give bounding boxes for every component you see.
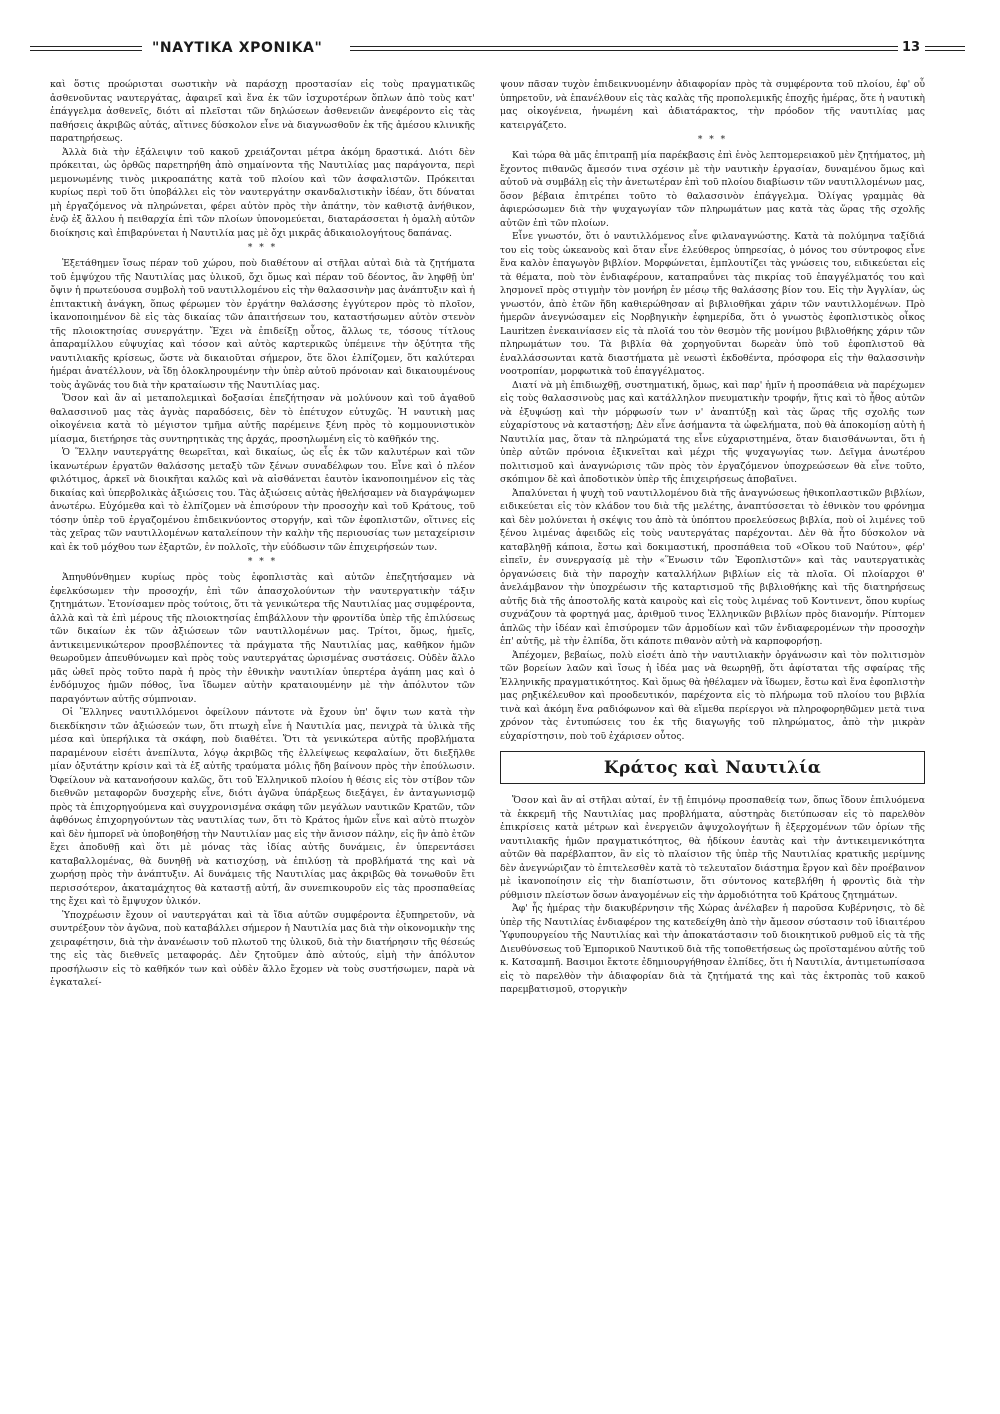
paragraph: καὶ ὅστις προώρισται σωστικὴν νὰ παράσχῃ προστασίαν εἰς τοὺς πραγματικῶς ἀσθενοῦντας ναυτεργάτας, ἀφαιρεῖ καὶ ἕνα ἐκ τῶν ἰσχυροτέρων ὅπλων ἀπὸ τοὺς κατ' ἐπάγγελμα ἀσθενεῖς, διότι αἱ πλεῖσται τῶν δηλώσεων ἀσθενειῶν ἀνεφέροντο εἰς τὰς παθήσεις ἀκριβῶς αὐτάς, αἵτινες δύσκολον εἶνε νὰ διαγνωσθοῦν ἐκ τῆς ἀμέσου κλινικῆς παρατηρήσεως.	[50, 79, 475, 144]
paragraph: Ὁ Ἕλλην ναυτεργάτης θεωρεῖται, καὶ δικαίως, ὡς εἷς ἐκ τῶν καλυτέρων καὶ τῶν ἱκανωτέρων ἐργατῶν θαλάσσης μεταξὺ τῶν ξένων συναδέλφων του. Εἶνε καὶ ὁ πλέον φιλότιμος, ἀρκεῖ νὰ διοικῆται καλῶς καὶ νὰ αἰσθάνεται ἑαυτὸν ἱκανοποιημένον εἰς τὰς δικαίας καὶ ὑπερβολικὰς ἀξιώσεις του. Τὰς ἀξιώσεις αὐτὰς ἠθελήσαμεν νὰ διαγράψωμεν ἀνωτέρω. Εὐχόμεθα καὶ τὸ ἐλπίζομεν νὰ ἐπισύρουν τὴν προσοχὴν καὶ τοῦ Κράτους, τοῦ τόσην ὑπὲρ τοῦ ἐργαζομένου ἐπιδεικνύοντος στοργήν, καὶ τῶν ἐφοπλιστῶν, οἵτινες εἰς τὰς χεῖρας τῶν ναυτιλλομένων καταλείπουν τὴν καλὴν τῆς περιουσίας των μεταχείρισιν καὶ ἐκ τοῦ μόχθου των ἐξαρτῶν, ἐν πολλοῖς, τὴν εὐόδωσιν τῶν ἐπιχειρήσεών των.	[50, 447, 475, 553]
right-column	[500, 78, 925, 997]
section-title: Κράτος καὶ Ναυτιλία	[603, 758, 822, 778]
paragraph: Ἐξετάθημεν ἴσως πέραν τοῦ χώρου, ποὺ διαθέτουν αἱ στῆλαι αὐταὶ διὰ τὰ ζητήματα τοῦ ἐμψύχου τῆς Ναυτιλίας μας ὑλικοῦ, ὄχι ὅμως καὶ πέραν τοῦ δέοντος, ἂν ληφθῇ ὑπ' ὄψιν ἡ πρωτεύουσα συμβολὴ τοῦ ναυτιλλομένου εἰς τὴν θαλασσινὴν μας ἀνάπτυξιν καὶ ἡ ἐπιτακτικὴ ἀνάγκη, ὅπως φέρωμεν τὸν ἐργάτην θαλάσσης ἐγγύτερον πρὸς τὸ πλοῖον, ἱκανοποιημένον δὲ εἰς τὰς δικαίας τῶν ἀπαιτήσεων του, καταστήσωμεν αὐτὸν στενὸν τῆς πλοιοκτησίας συνεργάτην. Ἔχει νὰ ἐπιδείξῃ οὗτος, ἄλλως τε, τόσους τίτλους ἀπαραμίλλου εὐψυχίας καὶ τόσον καὶ αὐτὸς καρτερικῶς ὑπέμεινε τὴν ὀξύτητα τῆς ναυτιλιακῆς κρίσεως, ὥστε νὰ δικαιοῦται σήμερον, ὅτε ὅλοι ἐλπίζομεν, ὅτι καλύτεραι ἡμέραι ἀνατέλλουν, νὰ ἴδῃ ὁλοκληρουμένην τὴν ὑπὲρ αὐτοῦ πρόνοιαν καὶ δικαιουμένους τοὺς ἀγῶνάς του διὰ τὴν κραταίωσιν τῆς Ναυτιλίας μας.	[50, 258, 475, 391]
section-separator: * * *	[697, 135, 728, 145]
paragraph: Εἶνε γνωστόν, ὅτι ὁ ναυτιλλόμενος εἶνε φιλαναγνώστης. Κατὰ τὰ πολύμηνα ταξίδιά του εἰς τοὺς ὠκεανοὺς καὶ ὅταν εἶνε ἐλεύθερος ὑπηρεσίας, ὁ μόνος του σύντροφος εἶνε ἕνα καλὸν ἐπαγωγὸν βιβλίον. Μορφώνεται, ἐμπλουτίζει τὰς γνώσεις του, ειδικεύεται εἰς τὰ θέματα, ποὺ τὸν ἐνδιαφέρουν, καταπραΰνει τὰς πικρίας τοῦ ἐπαγγέλματός του καὶ λησμονεῖ πρὸς στιγμὴν τὸν μονήρη ἐν μέσῳ τῆς θαλάσσης βίον του. Εἰς τὴν Ἀγγλίαν, ὡς γνωστόν, ἀπὸ ἐτῶν ἤδη καθιερώθησαν αἱ βιβλιοθῆκαι χάριν τῶν ναυτιλλομένων. Πρὸ ἡμερῶν ἀνεγνώσαμεν εἰς Νορβηγικὴν ἐφημερίδα, ὅτι ὁ γνωστὸς ἐφοπλιστικὸς οἶκος Lauritzen ἐνεκαινίασεν εἰς τὰ πλοῖά του τὸν θεσμὸν τῆς μονίμου βιβλιοθήκης χάριν τῶν πληρωμάτων του. Τὰ βιβλία θὰ χορηγοῦνται δωρεὰν ὑπὸ τοῦ ἐφοπλιστοῦ θὰ ἐναλλάσσωνται κατὰ διαστήματα μὲ νεωστὶ ἐκδοθέντα, πρόσφορα εἰς τὴν θαλασσινὴν νοοτροπίαν, μορφωτικὰ τοῦ ἐπαγγέλματος.	[500, 231, 925, 377]
paragraph: Καὶ τώρα θὰ μᾶς ἐπιτραπῇ μία παρέκβασις ἐπὶ ἑνὸς λεπτομερειακοῦ μὲν ζητήματος, μὴ ἔχοντος πιθανῶς ἄμεσόν τινα σχέσιν μὲ τὴν ναυτικὴν ἐργασίαν, δυναμένου ὅμως καὶ αὐτοῦ νὰ συμβάλῃ εἰς τὴν ἀνετωτέραν ἐπὶ τοῦ πλοίου διαβίωσιν τῶν ναυτιλλομένων μας, ὅσον βέβαια ἐπιτρέπει τοῦτο τὸ θαλασσινὸν ἐπάγγελμα. Ὀλίγας γραμμὰς θὰ ἀφιερώσωμεν διὰ τὴν ψυχαγωγίαν τῶν πληρωμάτων μας κατὰ τὰς ὥρας τῆς σχολῆς αὐτῶν ἐπὶ τῶν πλοίων.	[500, 150, 925, 229]
page-number: 13	[902, 40, 921, 55]
section-heading-box	[500, 751, 925, 784]
paragraph: Οἱ Ἕλληνες ναυτιλλόμενοι ὀφείλουν πάντοτε νὰ ἔχουν ὑπ' ὄψιν των κατὰ τὴν διεκδίκησιν τῶν ἀξιώσεών των, ὅτι πτωχὴ εἶνε ἡ Ναυτιλία μας, πενιχρὰ τὰ ὑλικὰ τῆς μέσα καὶ ὑπερήλικα τὰ σκάφη, ποὺ διαθέτει. Ὅτι τὰ γενικώτερα αὐτῆς προβλήματα παραμένουν εἰσέτι ἀνεπίλυτα, λόγῳ ἀκριβῶς τῆς ἐλλείψεως κεφαλαίων, ὅτι διεξῆλθε μίαν ὀξυτάτην κρίσιν καὶ τὰ ἐξ αὐτῆς τραύματα μόλις ἤδη βαίνουν πρὸς τὴν ἐπούλωσιν. Ὀφείλουν νὰ κατανοήσουν καλῶς, ὅτι τοῦ Ἑλληνικοῦ πλοίου ἡ θέσις εἰς τὸν στίβον τῶν διεθνῶν μεταφορῶν δυσχερὴς εἶνε, διότι ἀγῶνα ὑπάρξεως διεξάγει, ἐν ἀνταγωνισμῷ πρὸς τὰ ἐπιχορηγούμενα καὶ συγχρονισμένα σκάφη τῶν μεγάλων ναυτικῶν Κρατῶν, τῶν ἀφθόνως ἐπιχορηγούντων τὰς ναυτιλίας των, ὅτι τὸ Κράτος ἡμῶν εἶνε καὶ αὐτὸ πτωχὸν καὶ δὲν ἠμπορεῖ νὰ ὑποβοηθήσῃ τὴν Ναυτιλίαν μας εἰς τὴν ἄνισον πάλην, εἰς ἣν ἀπὸ ἐτῶν ἔχει ἀποδυθῇ καὶ ὅτι μὲ μόνας τὰς ἰδίας αὐτῆς δυνάμεις, ἐν ὑπερεντάσει καταβαλλομένας, θὰ δυνηθῇ νὰ κατισχύσῃ, νὰ ἐπιλύσῃ τὰ προβλήματά της καὶ νὰ χωρήσῃ πρὸς τὴν ἀνάπτυξιν. Αἱ δυνάμεις τῆς Ναυτιλίας μας ἀκριβῶς θὰ τονωθοῦν ἔτι περισσότερον, ἀκαταμάχητος θὰ καταστῇ αὐτή, ἂν συνεπικουροῦν εἰς τὰς προσπαθείας της ἔχει καὶ τὸ ἔμψυχον ὑλικόν.	[50, 707, 475, 907]
section-separator: * * *	[247, 557, 278, 567]
left-column	[50, 78, 475, 990]
section-separator: * * *	[247, 243, 278, 253]
paragraph: Ἀπηυθύνθημεν κυρίως πρὸς τοὺς ἐφοπλιστὰς καὶ αὐτῶν ἐπεζητήσαμεν νὰ ἐφελκύσωμεν τὴν προσοχήν, ἐπὶ τῶν ἀπασχολούντων τὴν ναυτεργατικὴν τάξιν ζητημάτων. Ἐτονίσαμεν πρὸς τούτοις, ὅτι τὰ γενικώτερα τῆς Ναυτιλίας μας συμφέροντα, ἀλλὰ καὶ τὰ ἐπὶ μέρους τῆς πλοιοκτησίας ἐπιβάλλουν τὴν φροντίδα ὑπὲρ τῆς ἐπιλύσεως τῶν δικαίων ἐκ τῶν ἀξιώσεων τῶν ναυτιλλομένων μας. Τρίτοι, ὅμως, ἡμεῖς, ἀντικειμενικώτερον προσβλέποντες τὰ πράγματα τῆς Ναυτιλίας μας, καθῆκον ἡμῶν θεωροῦμεν ἀπευθύνωμεν καὶ πρὸς τοὺς ναυτεργάτας ὡρισμένας συστάσεις. Οὐδὲν ἄλλο μᾶς ὠθεῖ πρὸς τοῦτο παρὰ ἡ πρὸς τὴν ἐθνικὴν ναυτιλίαν ὑπερτέρα ἀγάπη μας καὶ ὁ ἐνδόμυχος ἡμῶν πόθος, ἵνα ἴδωμεν αὐτὴν κραταιουμένην μὲ τὴν ἀπόλυτον τῶν παραγόντων αὐτῆς σύμπνοιαν.	[50, 572, 475, 705]
header-rule-middle	[350, 46, 898, 51]
header-rule-left	[30, 46, 142, 51]
header-rule-right	[925, 46, 965, 51]
paragraph: Διατί νὰ μὴ ἐπιδιωχθῇ, συστηματική, ὅμως, καὶ παρ' ἡμῖν ἡ προσπάθεια νὰ παρέχωμεν εἰς τοὺς θαλασσινοὺς μας καὶ κατάλληλον πνευματικὴν τροφήν, ἥτις καὶ τὸ ἦθος αὐτῶν νὰ ἐξυψώσῃ καὶ τὴν μόρφωσίν των ν' ἀναπτύξῃ καὶ τὰς ὥρας τῆς σχολῆς των εὐχαρίστους νὰ καταστήσῃ; Δὲν εἶνε ἀσήμαντα τὰ ὠφελήματα, ποὺ θὰ ἀποκομίσῃ αὐτὴ ἡ Ναυτιλία μας, ὅταν τὰ πληρώματά της εἶνε εὐχαριστημένα, ὅταν διαισθάνωνται, ὅτι ἡ ὑπὲρ αὐτῶν πρόνοια ἐξικνεῖται καὶ μέχρι τῆς ψυχαγωγίας των. Δεῖγμα ἀνωτέρου πολιτισμοῦ καὶ ἀναγνώρισις τῶν πρὸς τὸν ἐργαζόμενον ὑποχρεώσεων θὰ εἶνε τοῦτο, σκόπιμον δὲ καὶ ἀποδοτικὸν ὑπὲρ τῆς ἐπιχειρήσεως ἀποβαῖνει.	[500, 379, 925, 485]
paragraph: Ἀπαλύνεται ἡ ψυχὴ τοῦ ναυτιλλομένου διὰ τῆς ἀναγνώσεως ἠθικοπλαστικῶν βιβλίων, ειδικεύεται εἰς τὸν κλάδον του διὰ τῆς μελέτης, ἀναπτύσσεται τὸ ἐθνικὸν του φρόνημα καὶ δὲν μολύνεται ἡ σκέψις του ἀπὸ τὰ ὑπόπτου προελεύσεως βιβλία, ποὺ οἱ λιμένες τοῦ ξένου λιμένας ἀφειδῶς εἰς τοὺς ναυτεργάτας παρέχονται. Δὲν θὰ ἦτο δύσκολον νὰ καταβληθῇ κάποια, ἔστω καὶ δοκιμαστική, προσπάθεια τοῦ «Οἴκου τοῦ Ναύτου», φέρ' εἰπεῖν, ἐν συνεργασίᾳ μὲ τὴν «Ἕνωσιν τῶν Ἐφοπλιστῶν» καὶ τὰς ναυτεργατικὰς ὀργανώσεις διὰ τὴν παροχὴν καταλλήλων βιβλίων εἰς τὰ πλοῖα. Οἱ πλοίαρχοι θ' ἀνελάμβανον τὴν ὑποχρέωσιν τῆς καταρτισμοῦ τῆς βιβλιοθήκης καὶ τῆς διατηρήσεως αὐτῆς διὰ τῆς ἀποστολῆς κατὰ καιροὺς καὶ εἰς τοὺς λιμένας τοῦ Κοντινεντ, ὅπου κυρίως συχνάζουν τὰ φορτηγά μας, ἀριθμοῦ τινος Ἑλληνικῶν βιβλίων πρὸς διανομήν. Ρίπτομεν ἁπλῶς τὴν ἰδέαν καὶ ἐπισύρομεν τῶν ἁρμοδίων καὶ τῶν ἐνδιαφερομένων τὴν προσοχὴν ἐπ' αὐτῆς, μὲ τὴν ἐλπίδα, ὅτι κάποτε πιθανὸν αὐτὴ νὰ καρποφορήσῃ.	[500, 487, 925, 647]
paragraph: Ὅσον καὶ ἂν αἱ μεταπολεμικαὶ δοξασίαι ἐπεζήτησαν νὰ μολύνουν καὶ τοῦ ἀγαθοῦ θαλασσινοῦ μας τὰς ἁγνὰς παραδόσεις, δὲν τὸ ἐπέτυχον εὐτυχῶς. Ἡ ναυτικὴ μας οἰκογένεια κατὰ τὸ μέγιστον τμῆμα αὐτῆς παρέμεινε ξένη πρὸς τὸ κομμουνιστικὸν μίασμα, διετήρησε τὰς συντηρητικὰς της ἀρχάς, προσηλωμένη εἰς τὸ καθῆκόν της.	[50, 393, 475, 445]
journal-title: "ΝΑΥΤΙΚΑ ΧΡΟΝΙΚΑ"	[152, 40, 323, 56]
paragraph: ψουν πᾶσαν τυχὸν ἐπιδεικνυομένην ἀδιαφορίαν πρὸς τὰ συμφέροντα τοῦ πλοίου, ἐφ' οὗ ὑπηρετοῦν, νὰ ἐπανέλθουν εἰς τὰς καλὰς τῆς προπολεμικῆς ἐποχῆς ἡμέρας, ὅτε ἡ ναυτικὴ μας οἰκογένεια, ἡνωμένη καὶ ἀδιατάρακτος, τὴν πρόοδον τῆς ναυτιλίας μας κατειργάζετο.	[500, 79, 925, 131]
paragraph: Ἀπέχομεν, βεβαίως, πολὺ εἰσέτι ἀπὸ τὴν ναυτιλιακὴν ὀργάνωσιν καὶ τὸν πολιτισμὸν τῶν βορείων λαῶν καὶ ἴσως ἡ ἰδέα μας νὰ θεωρηθῇ, ὅτι ἀφίσταται τῆς σφαίρας τῆς Ἑλληνικῆς πραγματικότητος. Καὶ ὅμως θὰ ἠθέλαμεν νὰ ἴδωμεν, ἔστω καὶ ἕνα ἐφοπλιστὴν μας ρηξικέλευθον καὶ προοδευτικόν, παρέχοντα εἰς τὸ πλήρωμα τοῦ πλοίου του βιβλία τινὰ καὶ ἀκόμη ἕνα ραδιόφωνον καὶ θὰ εἴμεθα περίεργοι νὰ πληροφορηθῶμεν μετὰ τινα χρόνον τὰς ἐντυπώσεις του ἐκ τῆς διαγωγῆς τοῦ πληρώματος, ἀπὸ τὴν μικρὰν εὐχαρίστησιν, ποὺ τοῦ ἐχάρισεν οὗτος.	[500, 649, 925, 742]
paragraph: Ἀφ' ἧς ἡμέρας τὴν διακυβέρνησιν τῆς Χώρας ἀνέλαβεν ἡ παροῦσα Κυβέρνησις, τὸ δὲ ὑπὲρ τῆς Ναυτιλίας ἐνδιαφέρον της κατεδείχθη ἀπὸ τὴν ἄμεσον σύστασιν τοῦ ἰδιαιτέρου Ὑφυπουργείου τῆς Ναυτιλίας καὶ τὴν ἀποκατάστασιν τοῦ διοικητικοῦ ρυθμοῦ εἰς τὰ τῆς Διευθύνσεως τοῦ Ἐμπορικοῦ Ναυτικοῦ διὰ τῆς τοποθετήσεως ὡς προϊσταμένου αὐτῆς τοῦ κ. Κατσαμπῆ. Βασιμοι ἔκτοτε ἐδημιουργήθησαν ἐλπίδες, ὅτι ἡ Ναυτιλία, ἀντιμετωπίσασα εἰς τὸ παρελθὸν τὴν ἀδιαφορίαν διὰ τὰ ζητήματά της καὶ τὰς ἐκτροπὰς τοῦ κακοῦ παρεμβατισμοῦ, στοργικὴν	[500, 903, 925, 995]
page-header	[30, 40, 965, 60]
paragraph: Ὅσον καὶ ἂν αἱ στῆλαι αὐταί, ἐν τῇ ἐπιμόνῳ προσπαθείᾳ των, ὅπως ἴδουν ἐπιλυόμενα τὰ ἐκκρεμῆ τῆς Ναυτιλίας μας προβλήματα, αὐστηρὰς διετύπωσαν εἰς τὸ παρελθὸν ἐπικρίσεις κατὰ μέτρων καὶ ἐνεργειῶν ἀψυχολογήτων ἢ ἐξερχομένων τῶν ὁρίων τῆς ναυτιλιακῆς ἡμῶν πραγματικότητος, θὰ ἠδίκουν ἑαυτὰς καὶ τὴν ἀντικειμενικότητα αὐτῶν θὰ παρέβλαπτον, ἂν εἰς τὸ πλαίσιον τῆς ὑπὲρ τῆς Ναυτιλίας κρατικῆς μερίμνης δὲν ἀνεγνώριζαν τὸ ἐπιτελεσθὲν κατὰ τὸ τελευταῖον διάστημα ἔργον καὶ δὲν προέβαινον μὲ ἱκανοποίησιν εἰς τὴν διαπίστωσιν, ὅτι σύντονος κατεβλήθη ἡ φροντὶς διὰ τὴν ρύθμισιν πλείστων ὅσων ἀναγομένων εἰς τὴν ἁρμοδιότητα τοῦ Κράτους ζητημάτων.	[500, 795, 925, 901]
paragraph: Ἀλλὰ διὰ τὴν ἐξάλειψιν τοῦ κακοῦ χρειάζονται μέτρα ἀκόμη δραστικά. Διότι δὲν πρόκειται, ὡς ὀρθῶς παρετηρήθη ἀπὸ σημαίνοντα τῆς Ναυτιλίας μας παράγοντα, περὶ μεμονωμένης τινὸς μικροαπάτης κατὰ τοῦ πλοίου καὶ τῶν ἀσφαλιστῶν. Πρόκειται κυρίως περὶ τοῦ ὅτι ὑποβάλλει εἰς τὸν ναυτεργάτην σκανδαλιστικὴν ἰδέαν, ὅτι δύναται μὴ ἐργαζόμενος νὰ πληρώνεται, φέρει αὐτὸν πρὸς τὴν ἀπάτην, τὸν καθιστᾷ ἀνήθικον, ἐνῷ ἐξ ἄλλου ἡ πειθαρχία ἐπὶ τῶν πλοίων ὑπονομεύεται, διαταράσσεται ἡ ὁμαλὴ αὐτῶν διοίκησις καὶ ἐπιβαρύνεται ἡ Ναυτιλία μας μὲ ὄχι μικρᾶς ἀδικαιολογήτους δαπάνας.	[50, 146, 475, 239]
paragraph: Ὑποχρέωσιν ἔχουν οἱ ναυτεργάται καὶ τὰ ἴδια αὐτῶν συμφέροντα ἐξυπηρετοῦν, νὰ συντρέξουν τὸν ἀγῶνα, ποὺ καταβάλλει σήμερον ἡ Ναυτιλία μας διὰ τὴν οἰκονομικὴν της χειραφέτησιν, διὰ τὴν ἀνανέωσιν τοῦ πλωτοῦ της ὑλικοῦ, διὰ τὴν διατήρησιν τῆς θέσεώς της εἰς τὰς διεθνεῖς μεταφοράς. Δὲν ζητοῦμεν ἀπὸ αὐτούς, εἰμὴ τὴν ἀπόλυτον προσήλωσιν εἰς τὸ καθῆκόν των καὶ οὐδὲν ἄλλο ἔχομεν νὰ τοὺς συστήσωμεν, παρὰ νὰ ἐγκαταλεί-	[50, 909, 475, 988]
